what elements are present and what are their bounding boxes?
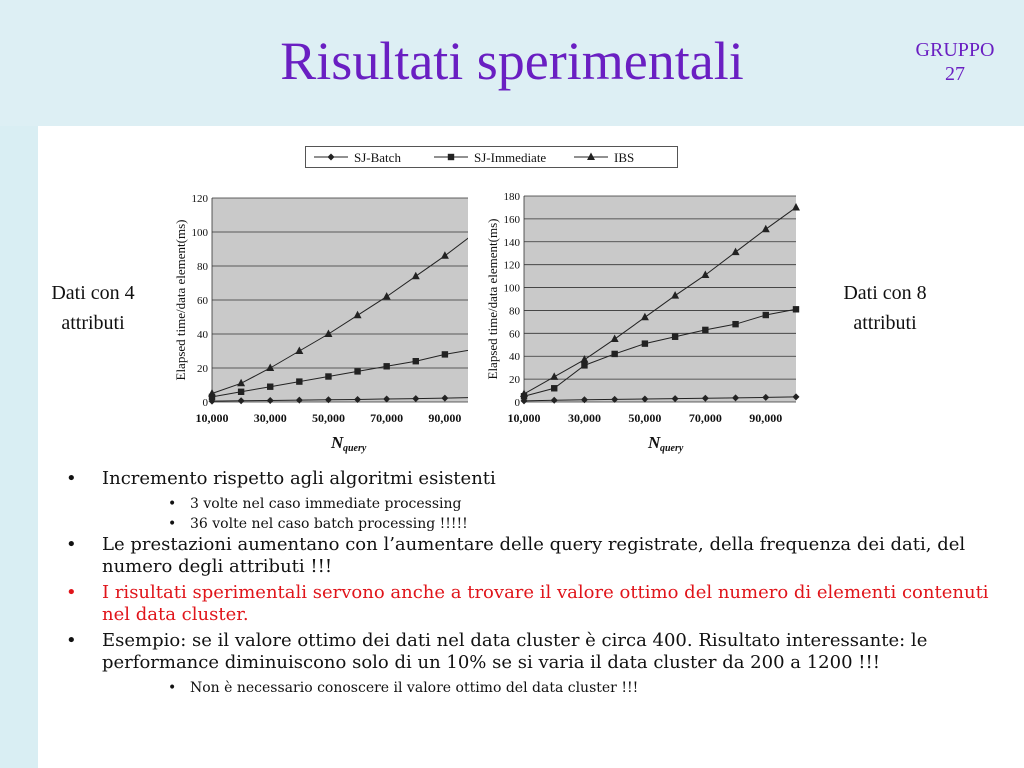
chart-legend	[305, 146, 678, 168]
x-tick-label: 70,000	[688, 411, 722, 425]
bullet-item	[66, 630, 996, 674]
bullet-text: Non è necessario conoscere il valore ottimo del data cluster !!!	[190, 680, 639, 696]
data-point-sj-immediate	[672, 334, 678, 340]
y-tick-label: 40	[197, 329, 208, 341]
data-point-sj-immediate	[581, 362, 587, 368]
bullet-text: 3 volte nel caso immediate processing	[190, 496, 462, 512]
x-axis-label-subscript: query	[343, 443, 367, 454]
left-chart-label-line1: Dati con 4	[51, 282, 135, 304]
y-tick-label: 0	[202, 397, 208, 409]
left-chart-label-line2: attributi	[61, 312, 125, 334]
chart-legend-graphic	[306, 147, 677, 167]
bullet-item	[66, 678, 996, 698]
group-label-line1: GRUPPO	[915, 39, 995, 61]
legend-marker-2	[587, 153, 595, 161]
data-point-sj-immediate	[267, 384, 273, 390]
y-tick-label: 120	[191, 193, 208, 205]
bullet-item	[66, 514, 996, 534]
bullet-text: Esempio: se il valore ottimo dei dati nel data cluster è circa 400. Risultato interessante: le performance diminuiscono solo di un 10% se si varia il data cluster da 200 a 1200 !!!	[102, 630, 928, 673]
x-tick-label: 30,000	[567, 411, 601, 425]
chart-4-attributes	[168, 180, 468, 460]
legend-label-1: SJ-Immediate	[474, 150, 547, 165]
bullet-dot-icon: •	[66, 582, 77, 603]
data-point-sj-immediate	[732, 321, 738, 327]
data-point-sj-immediate	[763, 312, 769, 318]
bullet-dot-icon: •	[66, 468, 77, 489]
left-chart-label	[28, 278, 158, 338]
y-tick-label: 80	[197, 261, 208, 273]
x-axis-label: N	[648, 433, 661, 452]
x-axis-label-subscript: query	[660, 443, 684, 454]
data-point-sj-immediate	[702, 327, 708, 333]
x-tick-label: 50,000	[628, 411, 662, 425]
group-label-line2: 27	[945, 63, 965, 85]
chart-8-attributes	[482, 182, 802, 460]
x-tick-label: 90,000	[428, 411, 462, 425]
data-point-sj-immediate	[354, 368, 360, 374]
y-axis-label: Elapsed time/data element(ms)	[173, 219, 188, 381]
y-tick-label: 80	[509, 305, 520, 318]
bullet-text: Le prestazioni aumentano con l’aumentare delle query registrate, della frequenza dei dati, del numero degli attributi !!!	[102, 534, 966, 577]
data-point-sj-immediate	[238, 389, 244, 395]
right-chart-label-line2: attributi	[853, 312, 917, 334]
data-point-sj-immediate	[296, 378, 302, 384]
bullet-text: Incremento rispetto agli algoritmi esistenti	[102, 468, 496, 489]
bullet-dot-icon: •	[168, 680, 177, 696]
x-tick-label: 50,000	[311, 411, 345, 425]
y-tick-label: 100	[191, 227, 208, 239]
bullet-dot-icon: •	[168, 496, 177, 512]
y-tick-label: 60	[197, 295, 208, 307]
data-point-sj-immediate	[611, 351, 617, 357]
right-chart-label	[820, 278, 950, 338]
data-point-sj-immediate	[551, 385, 557, 391]
x-axis-label: N	[331, 433, 344, 452]
x-tick-label: 10,000	[507, 411, 541, 425]
y-tick-label: 20	[509, 374, 520, 387]
bullet-list	[66, 468, 996, 698]
bullet-text: 36 volte nel caso batch processing !!!!!	[190, 516, 468, 532]
y-tick-label: 20	[197, 363, 208, 375]
y-axis-label: Elapsed time/data element(ms)	[485, 218, 500, 380]
legend-marker-0	[328, 154, 335, 161]
y-tick-label: 100	[503, 282, 520, 295]
x-tick-label: 90,000	[749, 411, 783, 425]
y-tick-label: 40	[509, 351, 520, 364]
bullet-item	[66, 494, 996, 514]
group-label	[910, 38, 1000, 86]
legend-label-2: IBS	[614, 150, 635, 165]
y-tick-label: 160	[503, 213, 520, 226]
x-tick-label: 70,000	[370, 411, 404, 425]
data-point-sj-immediate	[325, 373, 331, 379]
y-tick-label: 180	[503, 191, 520, 203]
right-chart-label-line1: Dati con 8	[843, 282, 927, 304]
slide-title: Risultati sperimentali	[280, 31, 744, 91]
bullet-dot-icon: •	[66, 630, 77, 651]
legend-label-0: SJ-Batch	[354, 150, 401, 165]
legend-marker-1	[448, 154, 454, 160]
bullet-item	[66, 534, 996, 578]
data-point-sj-immediate	[793, 306, 799, 312]
y-tick-label: 120	[503, 259, 520, 272]
bullet-text: I risultati sperimentali servono anche a trovare il valore ottimo del numero di elementi contenuti nel data cluster.	[102, 582, 989, 625]
bullet-dot-icon: •	[168, 516, 177, 532]
bullet-dot-icon: •	[66, 534, 77, 555]
bullet-item	[66, 468, 996, 490]
data-point-sj-immediate	[442, 351, 448, 357]
x-tick-label: 10,000	[195, 411, 229, 425]
data-point-sj-immediate	[383, 363, 389, 369]
y-tick-label: 60	[509, 328, 520, 341]
bullet-item	[66, 582, 996, 626]
y-tick-label: 140	[503, 236, 520, 249]
x-tick-label: 30,000	[253, 411, 287, 425]
y-tick-label: 0	[514, 397, 520, 409]
data-point-sj-immediate	[413, 358, 419, 364]
data-point-sj-immediate	[642, 340, 648, 346]
